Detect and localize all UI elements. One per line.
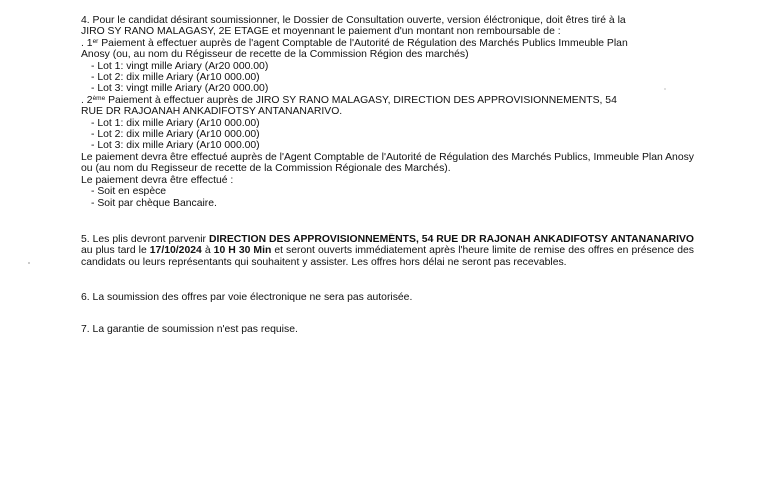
deadline-time: 10 H 30 Min — [213, 245, 272, 257]
payment-2-lot-2: - Lot 2: dix mille Ariary (Ar10 000.00) — [91, 129, 260, 141]
deadline-date: 17/10/2024 — [149, 245, 202, 257]
payment-2-lot-3: - Lot 3: dix mille Ariary (Ar10 000.00) — [91, 140, 260, 152]
payment-1-lot-2: - Lot 2: dix mille Ariary (Ar10 000.00) — [91, 72, 260, 84]
scan-speck — [28, 262, 30, 264]
payment-method-cash: - Soit en espèce — [91, 186, 167, 198]
payment-1-lot-3: - Lot 3: vingt mille Ariary (Ar20 000.00) — [91, 83, 269, 95]
s5-lead: 5. Les plis devront parvenir — [81, 233, 209, 245]
document-body — [81, 15, 694, 335]
s4-intro-line-2: JIRO SY RANO MALAGASY, 2E ETAGE et moyennant le paiement d'un montant non remboursable de : — [81, 26, 561, 38]
payment-2-lot-1: - Lot 1: dix mille Ariary (Ar10 000.00) — [91, 117, 260, 129]
section-6: 6. La soumission des offres par voie électronique ne sera pas autorisée. — [81, 292, 413, 304]
payment-2-text: Paiement à effectuer auprès de JIRO SY RANO MALAGASY, DIRECTION DES APPROVISIONNEMENTS, 54 — [105, 94, 617, 106]
payment-methods-title: Le paiement devra être effectué : — [81, 174, 234, 186]
payment-1-prefix: . 1 — [81, 37, 93, 49]
s5-mid-1: au plus tard le — [81, 245, 150, 257]
s5-mid-2: à — [201, 245, 214, 257]
payment-1-ordinal: er — [92, 37, 99, 45]
delivery-address: DIRECTION DES APPROVISIONNEMENTS, 54 RUE DR RAJONAH ANKADIFOTSY ANTANANARIVO — [208, 233, 694, 245]
s4-intro-line-1: 4. Pour le candidat désirant soumissionner, le Dossier de Consultation ouverte, version éléctronique, doit êtres tiré à la — [81, 15, 626, 26]
payment-note: Le paiement devra être effectué auprès de l'Agent Comptable de l'Autorité de Régulation des Marchés Publics, Immeuble Plan Anosy ou (au nom du Regisseur de recette de la Commission Régionale des Marchés). — [81, 151, 694, 175]
payment-1-lot-1: - Lot 1: vingt mille Ariary (Ar20 000.00) — [91, 60, 269, 72]
payment-2-prefix: . 2 — [81, 94, 93, 106]
section-5 — [81, 234, 694, 268]
payment-method-cheque: - Soit par chèque Bancaire. — [91, 197, 217, 209]
payment-1-line-2: Anosy (ou, au nom du Régisseur de recette de la Commission Région des marchés) — [81, 49, 469, 61]
s5-tail: et seront ouverts immédiatement après l'heure limite de remise des offres en présence des candidats ou leurs représentants qui souhaitent y assister. Les offres hors délai ne seront pas recevables. — [81, 245, 694, 268]
payment-2-line-2: RUE DR RAJOANAH ANKADIFOTSY ANTANANARIVO. — [81, 106, 343, 118]
payment-1-line-1 — [81, 38, 694, 49]
payment-2-ordinal: ème — [92, 94, 106, 102]
section-4 — [81, 15, 694, 209]
payment-2-line-1 — [81, 95, 694, 106]
section-7: 7. La garantie de soumission n'est pas requise. — [81, 323, 298, 335]
payment-1-text: Paiement à effectuer auprès de l'agent Comptable de l'Autorité de Régulation des Marchés Publics Immeuble Plan — [98, 37, 628, 49]
